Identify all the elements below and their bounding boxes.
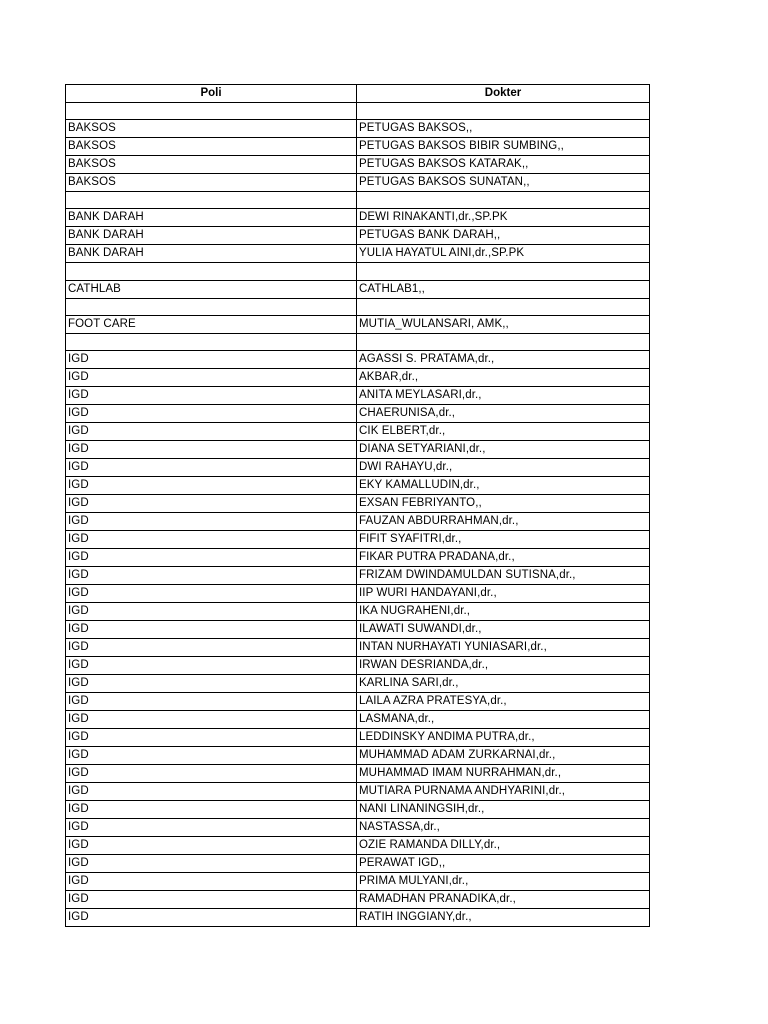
column-header-dokter: Dokter xyxy=(357,85,650,103)
cell-dokter: LEDDINSKY ANDIMA PUTRA,dr., xyxy=(357,728,650,746)
cell-poli: IGD xyxy=(66,800,357,818)
cell-poli: IGD xyxy=(66,872,357,890)
cell-dokter: KARLINA SARI,dr., xyxy=(357,674,650,692)
cell-dokter: OZIE RAMANDA DILLY,dr., xyxy=(357,836,650,854)
cell-dokter: FRIZAM DWINDAMULDAN SUTISNA,dr., xyxy=(357,566,650,584)
table-row xyxy=(66,746,650,764)
cell-poli: IGD xyxy=(66,476,357,494)
cell-dokter xyxy=(357,103,650,120)
table-row xyxy=(66,638,650,656)
cell-poli: IGD xyxy=(66,692,357,710)
cell-dokter: MUTIARA PURNAMA ANDHYARINI,dr., xyxy=(357,782,650,800)
cell-poli xyxy=(66,263,357,280)
cell-dokter xyxy=(357,333,650,350)
cell-poli: CATHLAB xyxy=(66,280,357,298)
table-row xyxy=(66,764,650,782)
table-row xyxy=(66,263,650,280)
table-row xyxy=(66,602,650,620)
cell-dokter: FIFIT SYAFITRI,dr., xyxy=(357,530,650,548)
table-row xyxy=(66,782,650,800)
cell-poli: IGD xyxy=(66,422,357,440)
table-row xyxy=(66,548,650,566)
cell-dokter: FIKAR PUTRA PRADANA,dr., xyxy=(357,548,650,566)
table-row xyxy=(66,368,650,386)
table-row xyxy=(66,710,650,728)
cell-dokter: AKBAR,dr., xyxy=(357,368,650,386)
cell-poli: IGD xyxy=(66,620,357,638)
table-row xyxy=(66,120,650,138)
table-row xyxy=(66,192,650,209)
table-row xyxy=(66,156,650,174)
table-row xyxy=(66,836,650,854)
table-row xyxy=(66,458,650,476)
table-row xyxy=(66,854,650,872)
cell-poli: IGD xyxy=(66,368,357,386)
cell-dokter: CIK ELBERT,dr., xyxy=(357,422,650,440)
table-row xyxy=(66,138,650,156)
cell-dokter: DWI RAHAYU,dr., xyxy=(357,458,650,476)
cell-dokter: YULIA HAYATUL AINI,dr.,SP.PK xyxy=(357,245,650,263)
table-row xyxy=(66,584,650,602)
table-row xyxy=(66,512,650,530)
table-row xyxy=(66,280,650,298)
cell-poli: BAKSOS xyxy=(66,138,357,156)
cell-dokter: PRIMA MULYANI,dr., xyxy=(357,872,650,890)
table-row xyxy=(66,890,650,908)
cell-poli: IGD xyxy=(66,854,357,872)
table-row xyxy=(66,728,650,746)
table-row xyxy=(66,620,650,638)
table-row xyxy=(66,315,650,333)
cell-poli: IGD xyxy=(66,584,357,602)
table-row xyxy=(66,386,650,404)
cell-dokter: PERAWAT IGD,, xyxy=(357,854,650,872)
cell-poli: FOOT CARE xyxy=(66,315,357,333)
cell-poli: IGD xyxy=(66,764,357,782)
cell-poli: IGD xyxy=(66,566,357,584)
poli-dokter-table xyxy=(65,84,650,927)
cell-poli: IGD xyxy=(66,602,357,620)
cell-poli: IGD xyxy=(66,836,357,854)
cell-dokter: AGASSI S. PRATAMA,dr., xyxy=(357,350,650,368)
cell-poli: IGD xyxy=(66,728,357,746)
cell-poli xyxy=(66,103,357,120)
table-row xyxy=(66,494,650,512)
cell-dokter: MUTIA_WULANSARI, AMK,, xyxy=(357,315,650,333)
table-row xyxy=(66,566,650,584)
table-row xyxy=(66,656,650,674)
cell-poli: IGD xyxy=(66,440,357,458)
cell-dokter: IKA NUGRAHENI,dr., xyxy=(357,602,650,620)
cell-dokter: PETUGAS BAKSOS BIBIR SUMBING,, xyxy=(357,138,650,156)
table-row xyxy=(66,476,650,494)
cell-dokter: DEWI RINAKANTI,dr.,SP.PK xyxy=(357,209,650,227)
column-header-poli: Poli xyxy=(66,85,357,103)
cell-poli: IGD xyxy=(66,386,357,404)
cell-dokter: EXSAN FEBRIYANTO,, xyxy=(357,494,650,512)
table-row xyxy=(66,333,650,350)
cell-poli: IGD xyxy=(66,530,357,548)
cell-poli xyxy=(66,333,357,350)
table-body xyxy=(66,103,650,927)
cell-poli: IGD xyxy=(66,494,357,512)
cell-poli: IGD xyxy=(66,638,357,656)
table-row xyxy=(66,800,650,818)
cell-dokter: ANITA MEYLASARI,dr., xyxy=(357,386,650,404)
table-row xyxy=(66,872,650,890)
cell-dokter: MUHAMMAD IMAM NURRAHMAN,dr., xyxy=(357,764,650,782)
cell-dokter xyxy=(357,298,650,315)
cell-dokter: FAUZAN ABDURRAHMAN,dr., xyxy=(357,512,650,530)
table-row xyxy=(66,350,650,368)
cell-poli: IGD xyxy=(66,818,357,836)
cell-poli: BAKSOS xyxy=(66,120,357,138)
cell-dokter: LAILA AZRA PRATESYA,dr., xyxy=(357,692,650,710)
cell-dokter: PETUGAS BAKSOS SUNATAN,, xyxy=(357,174,650,192)
table-row xyxy=(66,298,650,315)
table-row xyxy=(66,692,650,710)
table-row xyxy=(66,103,650,120)
cell-dokter: PETUGAS BAKSOS KATARAK,, xyxy=(357,156,650,174)
cell-poli: BAKSOS xyxy=(66,156,357,174)
cell-poli: IGD xyxy=(66,548,357,566)
cell-dokter: RATIH INGGIANY,dr., xyxy=(357,908,650,926)
cell-poli: IGD xyxy=(66,350,357,368)
table-row xyxy=(66,818,650,836)
cell-dokter: NANI LINANINGSIH,dr., xyxy=(357,800,650,818)
header-row xyxy=(66,85,650,103)
table-row xyxy=(66,174,650,192)
cell-poli: IGD xyxy=(66,746,357,764)
cell-dokter: EKY KAMALLUDIN,dr., xyxy=(357,476,650,494)
cell-poli: IGD xyxy=(66,404,357,422)
cell-dokter: INTAN NURHAYATI YUNIASARI,dr., xyxy=(357,638,650,656)
table-row xyxy=(66,908,650,926)
cell-dokter: DIANA SETYARIANI,dr., xyxy=(357,440,650,458)
cell-poli: IGD xyxy=(66,890,357,908)
table-row xyxy=(66,674,650,692)
cell-poli xyxy=(66,192,357,209)
cell-dokter xyxy=(357,192,650,209)
cell-dokter: LASMANA,dr., xyxy=(357,710,650,728)
cell-dokter: NASTASSA,dr., xyxy=(357,818,650,836)
cell-poli: IGD xyxy=(66,512,357,530)
cell-dokter: MUHAMMAD ADAM ZURKARNAI,dr., xyxy=(357,746,650,764)
cell-poli: IGD xyxy=(66,674,357,692)
cell-poli: IGD xyxy=(66,710,357,728)
cell-dokter: IIP WURI HANDAYANI,dr., xyxy=(357,584,650,602)
cell-dokter: IRWAN DESRIANDA,dr., xyxy=(357,656,650,674)
cell-poli: BANK DARAH xyxy=(66,209,357,227)
table-row xyxy=(66,422,650,440)
cell-poli: IGD xyxy=(66,782,357,800)
cell-poli xyxy=(66,298,357,315)
cell-poli: BANK DARAH xyxy=(66,245,357,263)
cell-poli: BANK DARAH xyxy=(66,227,357,245)
cell-dokter: CHAERUNISA,dr., xyxy=(357,404,650,422)
cell-poli: IGD xyxy=(66,908,357,926)
cell-poli: BAKSOS xyxy=(66,174,357,192)
table-row xyxy=(66,530,650,548)
table-row xyxy=(66,209,650,227)
cell-dokter: CATHLAB1,, xyxy=(357,280,650,298)
cell-dokter: PETUGAS BAKSOS,, xyxy=(357,120,650,138)
cell-dokter xyxy=(357,263,650,280)
table-row xyxy=(66,404,650,422)
table-row xyxy=(66,440,650,458)
cell-poli: IGD xyxy=(66,656,357,674)
table-row xyxy=(66,245,650,263)
cell-dokter: ILAWATI SUWANDI,dr., xyxy=(357,620,650,638)
cell-dokter: PETUGAS BANK DARAH,, xyxy=(357,227,650,245)
spreadsheet-page xyxy=(65,84,649,927)
cell-dokter: RAMADHAN PRANADIKA,dr., xyxy=(357,890,650,908)
table-row xyxy=(66,227,650,245)
cell-poli: IGD xyxy=(66,458,357,476)
